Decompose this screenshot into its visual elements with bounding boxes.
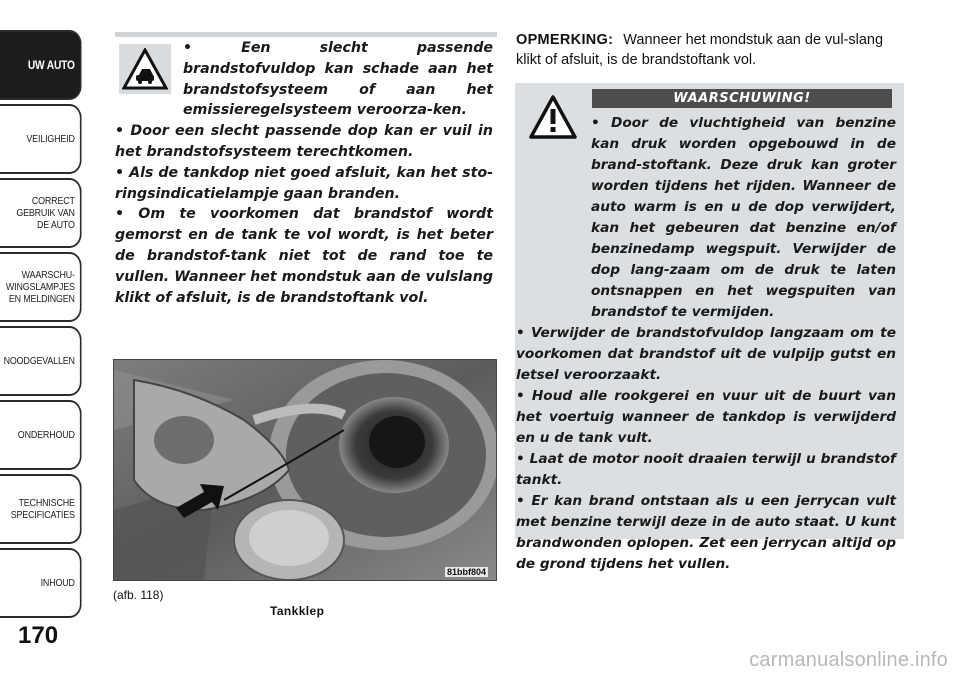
caution-bullet: • Om te voorkomen dat brandstof wordt gemorst en de tank te vol wordt, is het beter de brandstof-tank niet tot de rand toe te vullen. Wanneer het mondstuk aan de vulslang klikt of afsluit, is de brandstoftank vol. (115, 206, 493, 306)
tab-inhoud[interactable]: INHOUD (0, 548, 82, 618)
page-number: 170 (18, 622, 59, 649)
tab-technische-specificaties[interactable]: TECHNISCHE SPECIFICATIES (0, 474, 82, 544)
figure-reference: (afb. 118) (113, 588, 164, 602)
warning-title: WAARSCHUWING! (592, 89, 892, 108)
warning-panel (515, 83, 904, 572)
caution-rule (115, 32, 497, 37)
warning-bullet: • Laat de motor nooit draaien terwijl u brandstof tankt. (516, 451, 896, 488)
note-text: Wanneer het mondstuk aan de vul-slang klikt of afsluit, is de brandstoftank vol. (516, 32, 884, 68)
tab-uw-auto[interactable]: UW AUTO (0, 30, 82, 100)
fuel-door-figure (113, 359, 497, 581)
caution-bullet: • Door een slecht passende dop kan er vuil in het brandstofsysteem terechtkomen. (115, 123, 493, 160)
caution-text (115, 38, 493, 308)
tab-correct-gebruik[interactable]: CORRECT GEBRUIK VAN DE AUTO (0, 178, 82, 248)
fuel-door-illustration (114, 360, 497, 581)
note-label: OPMERKING: (516, 32, 614, 48)
tab-veiligheid[interactable]: VEILIGHEID (0, 104, 82, 174)
tab-waarschuwingslampjes[interactable]: WAARSCHU- WINGSLAMPJES EN MELDINGEN (0, 252, 82, 322)
warning-bullet: • Verwijder de brandstofvuldop langzaam om te voorkomen dat brandstof uit de vulpijp gutst en letsel veroorzaakt. (516, 325, 896, 383)
watermark: carmanualsonline.info (749, 649, 948, 671)
tab-noodgevallen[interactable]: NOODGEVALLEN (0, 326, 82, 396)
note-paragraph (516, 30, 908, 70)
figure-code: 81bbf804 (446, 567, 486, 577)
caution-bullet: • Een slecht passende brandstofvuldop kan schade aan het brandstofsysteem of aan het emissieregelsysteem veroorza-ken. (183, 40, 493, 119)
warning-bullet: • Door de vluchtigheid van benzine kan druk worden opgebouwd in de brand-stoftank. Deze druk kan groter worden tijdens het rijden. Wanneer de auto warm is en u de dop verwijdert, kan het gebeuren dat benzine en/of benzinedamp wegspuit. Verwijder de dop lang-zaam om de druk te laten ontsnappen en het wegspuiten van brandstof te vermijden. (591, 115, 896, 320)
warning-bullet: • Er kan brand ontstaan als u een jerrycan vult met benzine terwijl deze in de auto staat. U kunt brandwonden oplopen. Zet een jerrycan altijd op de grond tijdens het vullen. (516, 493, 896, 572)
warning-text (515, 113, 896, 575)
tab-onderhoud[interactable]: ONDERHOUD (0, 400, 82, 470)
caution-bullet: • Als de tankdop niet goed afsluit, kan het sto-ringsindicatielampje gaan branden. (115, 164, 493, 202)
figure-caption: Tankklep (270, 604, 325, 618)
warning-bullet: • Houd alle rookgerei en vuur uit de buurt van het voertuig wanneer de tankdop is verwijderd en u de tank vult. (516, 388, 896, 446)
